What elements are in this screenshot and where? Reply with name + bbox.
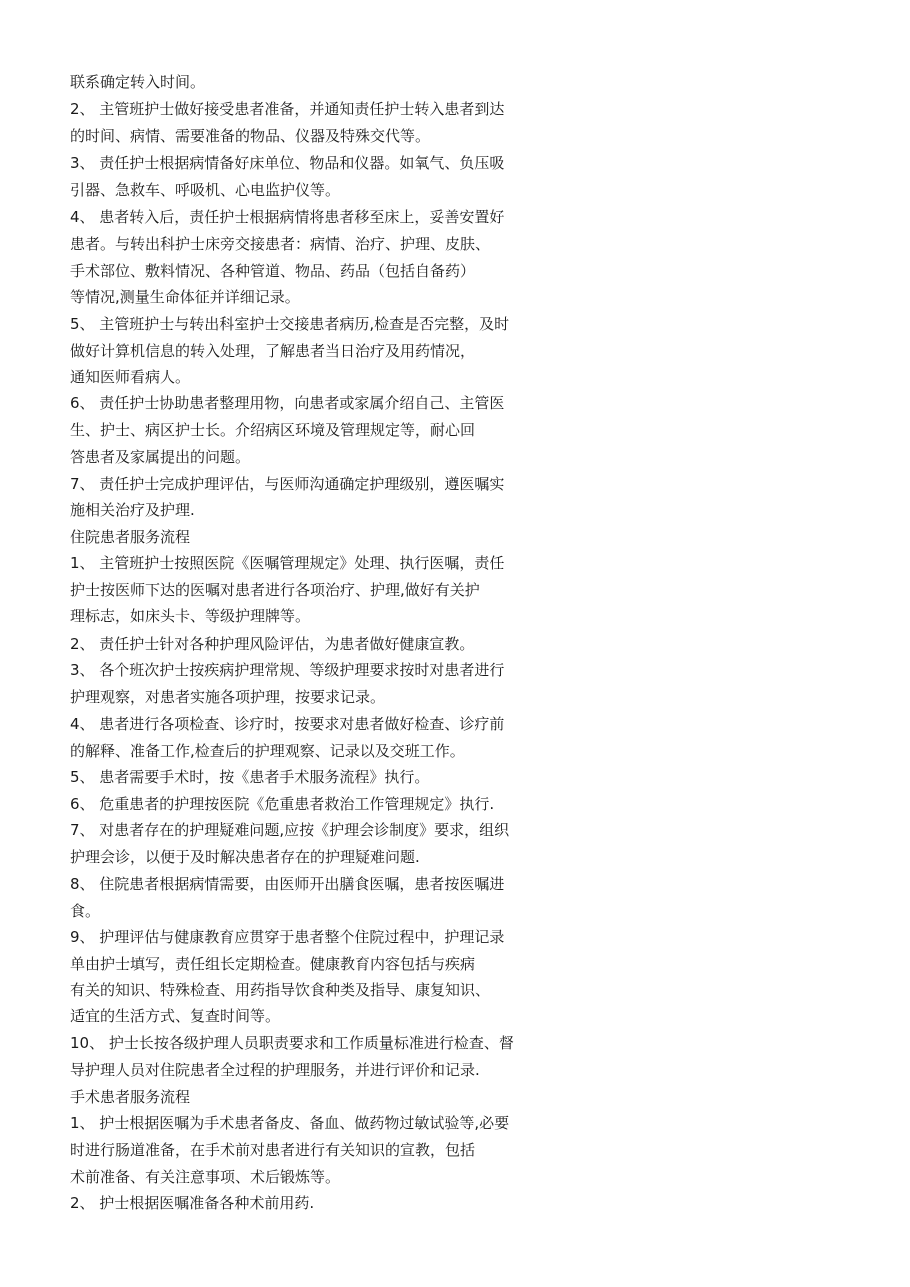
text-line: 2、 护士根据医嘱准备各种术前用药.	[70, 1194, 315, 1212]
text-line: 护士按医师下达的医嘱对患者进行各项治疗、护理,做好有关护	[70, 581, 480, 599]
text-line: 2、 责任护士针对各种护理风险评估，为患者做好健康宣教。	[70, 635, 475, 653]
text-line: 联系确定转入时间。	[70, 73, 206, 91]
text-line: 5、 主管班护士与转出科室护士交接患者病历,检查是否完整，及时	[70, 315, 510, 333]
text-line: 9、 护理评估与健康教育应贯穿于患者整个住院过程中，护理记录	[70, 928, 505, 946]
text-line: 有关的知识、特殊检查、用药指导饮食种类及指导、康复知识、	[70, 981, 491, 999]
text-line: 答患者及家属提出的问题。	[70, 448, 251, 466]
text-line: 8、 住院患者根据病情需要，由医师开出膳食医嘱，患者按医嘱进	[70, 875, 505, 893]
text-line: 7、 对患者存在的护理疑难问题,应按《护理会诊制度》要求，组织	[70, 821, 510, 839]
text-line: 6、 危重患者的护理按医院《危重患者救治工作管理规定》执行.	[70, 795, 495, 813]
text-line: 1、 护士根据医嘱为手术患者备皮、备血、做药物过敏试验等,必要	[70, 1114, 510, 1132]
text-line: 通知医师看病人。	[70, 368, 191, 386]
text-line: 4、 患者进行各项检查、诊疗时，按要求对患者做好检查、诊疗前	[70, 715, 505, 733]
text-line: 单由护士填写，责任组长定期检查。健康教育内容包括与疾病	[70, 955, 476, 973]
text-line: 护理会诊，以便于及时解决患者存在的护理疑难问题.	[70, 848, 420, 866]
text-line: 手术部位、敷料情况、各种管道、物品、药品（包括自备药）	[70, 262, 476, 280]
text-line: 5、 患者需要手术时，按《患者手术服务流程》执行。	[70, 768, 430, 786]
text-line: 时进行肠道准备，在手术前对患者进行有关知识的宣教，包括	[70, 1141, 476, 1159]
section-heading: 住院患者服务流程	[70, 528, 191, 546]
text-line: 的解释、准备工作,检查后的护理观察、记录以及交班工作。	[70, 742, 465, 760]
text-line: 3、 责任护士根据病情备好床单位、物品和仪器。如氧气、负压吸	[70, 154, 505, 172]
text-line: 术前准备、有关注意事项、术后锻炼等。	[70, 1168, 341, 1186]
text-line: 2、 主管班护士做好接受患者准备，并通知责任护士转入患者到达	[70, 100, 505, 118]
text-line: 4、 患者转入后，责任护士根据病情将患者移至床上，妥善安置好	[70, 208, 505, 226]
text-line: 10、 护士长按各级护理人员职责要求和工作质量标准进行检查、督	[70, 1034, 514, 1052]
text-line: 1、 主管班护士按照医院《医嘱管理规定》处理、执行医嘱，责任	[70, 554, 505, 572]
text-line: 护理观察，对患者实施各项护理，按要求记录。	[70, 688, 386, 706]
text-line: 3、 各个班次护士按疾病护理常规、等级护理要求按时对患者进行	[70, 661, 505, 679]
text-line: 等情况,测量生命体征并详细记录。	[70, 288, 300, 306]
text-line: 引器、急救车、呼吸机、心电监护仪等。	[70, 181, 341, 199]
text-line: 适宜的生活方式、复查时间等。	[70, 1007, 281, 1025]
section-heading: 手术患者服务流程	[70, 1088, 191, 1106]
text-line: 6、 责任护士协助患者整理用物，向患者或家属介绍自己、主管医	[70, 394, 505, 412]
text-line: 的时间、病情、需要准备的物品、仪器及特殊交代等。	[70, 127, 431, 145]
text-line: 做好计算机信息的转入处理，了解患者当日治疗及用药情况，	[70, 342, 476, 360]
text-line: 7、 责任护士完成护理评估，与医师沟通确定护理级别，遵医嘱实	[70, 475, 505, 493]
text-line: 生、护士、病区护士长。介绍病区环境及管理规定等，耐心回	[70, 421, 476, 439]
text-line: 施相关治疗及护理.	[70, 501, 195, 519]
text-line: 导护理人员对住院患者全过程的护理服务，并进行评价和记录.	[70, 1061, 480, 1079]
text-line: 理标志，如床头卡、等级护理牌等。	[70, 607, 311, 625]
text-line: 食。	[70, 902, 101, 920]
text-line: 患者。与转出科护士床旁交接患者：病情、治疗、护理、皮肤、	[70, 235, 491, 253]
